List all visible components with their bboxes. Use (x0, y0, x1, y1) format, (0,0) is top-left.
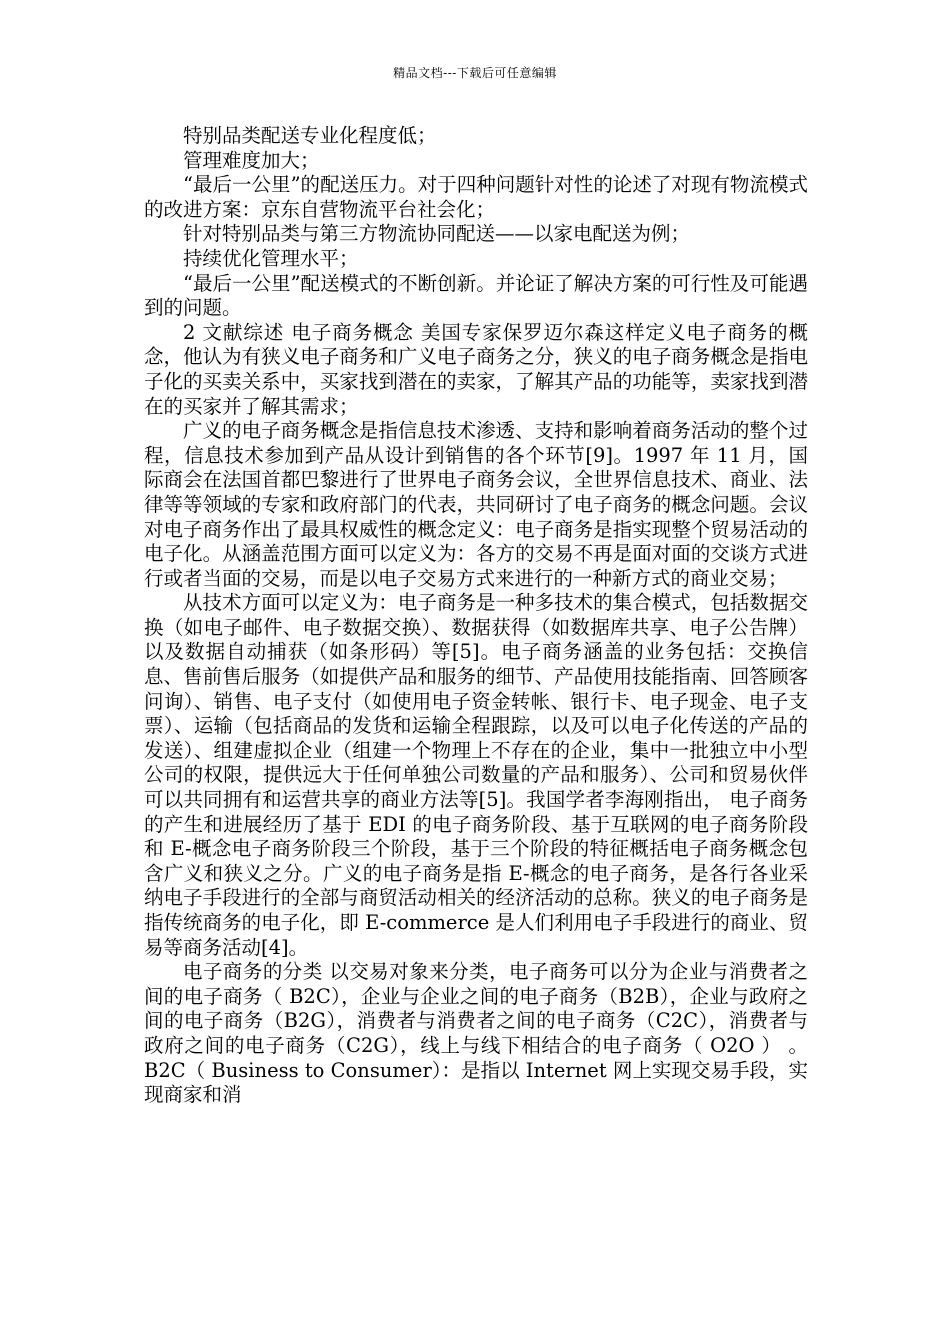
paragraph: 特别品类配送专业化程度低； (183, 124, 437, 147)
paragraph: 广义的电子商务概念是指信息技术渗透、支持和影响着商务活动的整个过程，信息技术参加到产品从设计到销售的各个环节[9]。1997 年 11 月，国际商会在法国首都巴黎进行了世界电子商务会议，全世界信息技术、商业、法律等等领域的专家和政府部门的代表，共同研讨了电子商务的概念问题。会议对电子商务作出了最具权威性的概念定义：电子商务是指实现整个贸易活动的电子化。从涵盖范围方面可以定义为：各方的交易不再是面对面的交谈方式进行或者当面的交易，而是以电子交易方式来进行的一种新方式的商业交易； (144, 419, 808, 590)
paragraph: “最后一公里”配送模式的不断创新。并论证了解决方案的可行性及可能遇到的问题。 (144, 271, 808, 320)
paragraph: 针对特别品类与第三方物流协同配送——以家电配送为例； (183, 222, 691, 246)
paragraph: “最后一公里”的配送压力。对于四种问题针对性的论述了对现有物流模式的改进方案：京东自营物流平台社会化； (144, 173, 808, 221)
paragraph: 电子商务的分类 以交易对象来分类，电子商务可以分为企业与消费者之间的电子商务（ B2C），企业与企业之间的电子商务（B2B），企业与政府之间的电子商务（B2G），消费者与消费者之间的电子商务（C2C），消费者与政府之间的电子商务（C2G），线上与线下相结合的电子商务（ O2O ） 。B2C（ Business to Consumer）：是指以 Internet 网上实现交易手段，实现商家和消 (144, 960, 808, 1107)
paragraph: 从技术方面可以定义为：电子商务是一种多技术的集合模式，包括数据交换（如电子邮件、电子数据交换）、数据获得（如数据库共享、电子公告牌）以及数据自动捕获（如条形码）等[5]。电子商务涵盖的业务包括：交换信息、售前售后服务（如提供产品和服务的细节、产品使用技能指南、回答顾客问询）、销售、电子支付（如使用电子资金转帐、银行卡、电子现金、电子支票）、运输（包括商品的发货和运输全程跟踪，以及可以电子化传送的产品的发送）、组建虚拟企业（组建一个物理上不存在的企业，集中一批独立中小型公司的权限，提供远大于任何单独公司数量的产品和服务）、公司和贸易伙伴可以共同拥有和运营共享的商业方法等[5]。我国学者李海刚指出， 电子商务的产生和进展经历了基于 EDI 的电子商务阶段、基于互联网的电子商务阶段和 E-概念电子商务阶段三个阶段，基于三个阶段的特征概括电子商务概念包含广义和狭义之分。广义的电子商务是指 E-概念的电子商务，是各行各业采纳电子手段进行的全部与商贸活动相关的经济活动的总称。狭义的电子商务是指传统商务的电子化，即 E-commerce 是人们利用电子手段进行的商业、贸易等商务活动[4]。 (144, 591, 808, 959)
document-body (144, 124, 808, 1108)
paragraph: 2 文献综述 电子商务概念 美国专家保罗迈尔森这样定义电子商务的概念，他认为有狭义电子商务和广义电子商务之分，狭义的电子商务概念是指电子化的买卖关系中，买家找到潜在的卖家，了解其产品的功能等，卖家找到潜在的买家并了解其需求； (144, 320, 808, 418)
paragraph: 管理难度加大； (183, 148, 320, 172)
paragraph: 持续优化管理水平； (183, 246, 359, 270)
page-header: 精品文档---下载后可任意编辑 (393, 66, 557, 80)
